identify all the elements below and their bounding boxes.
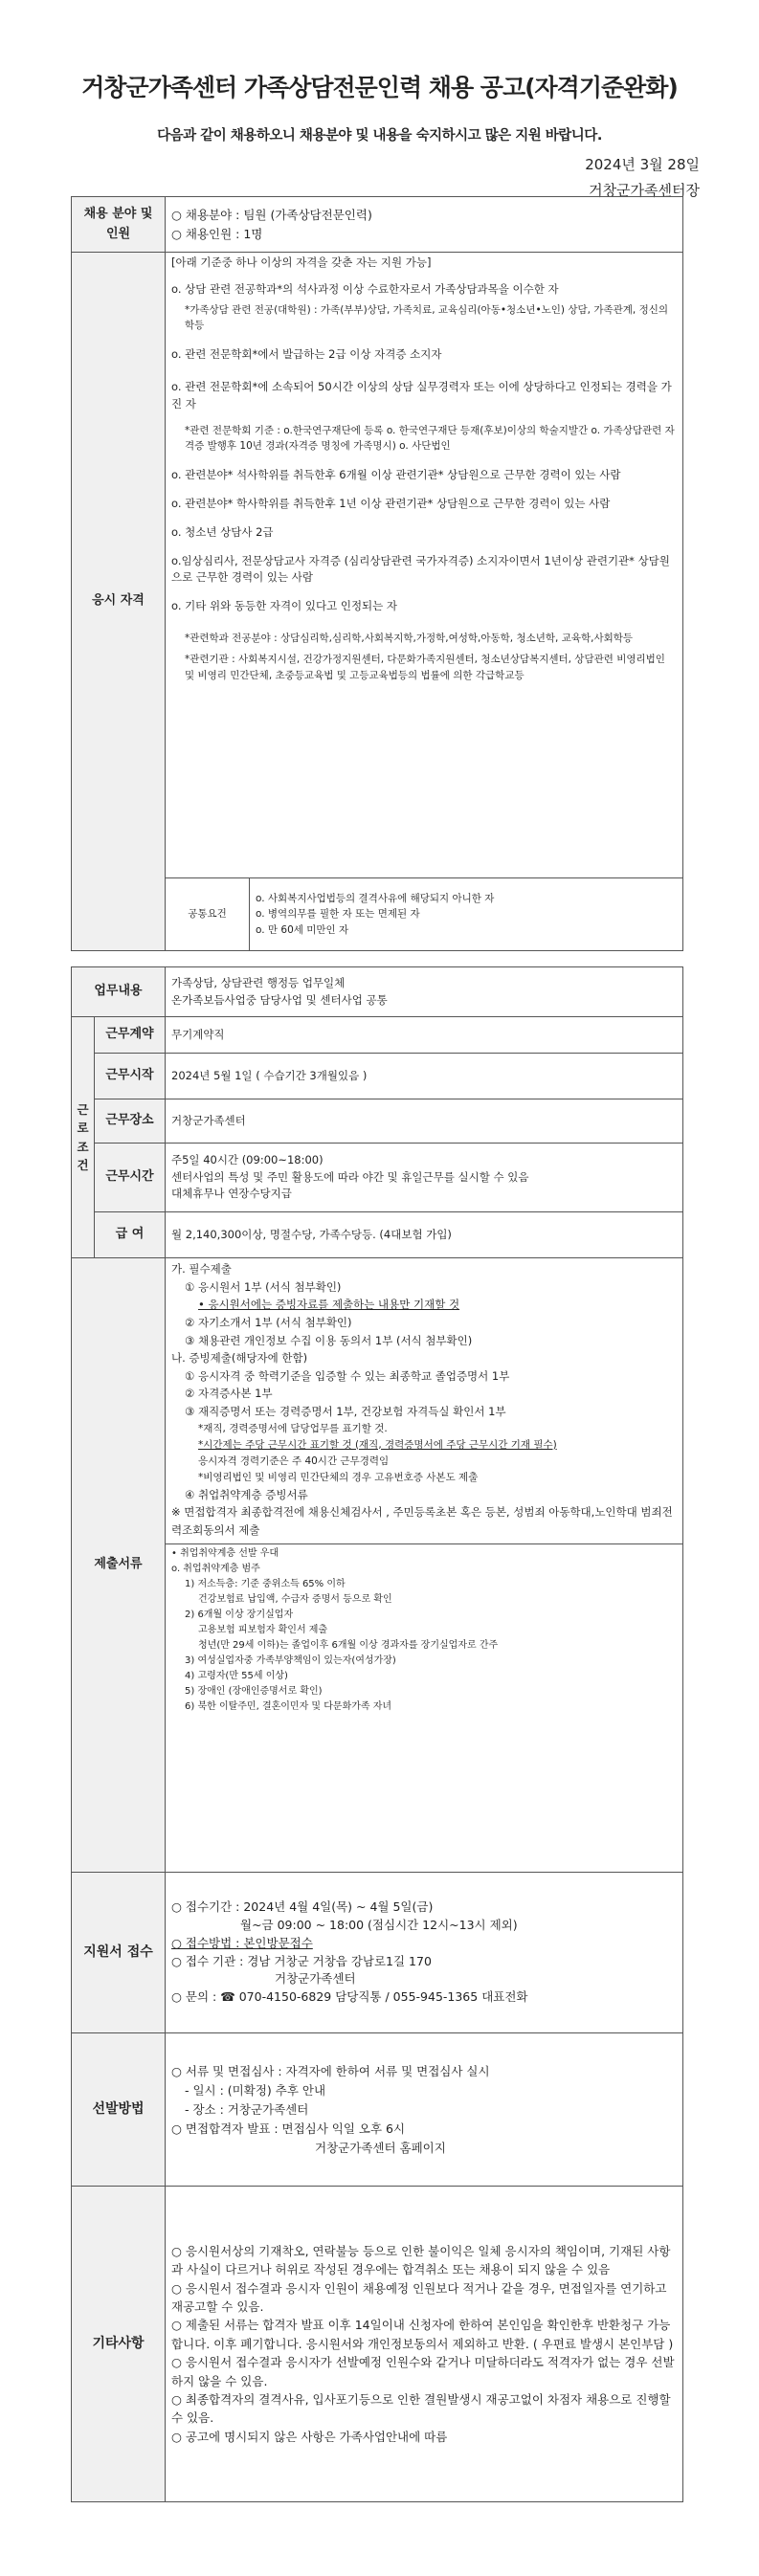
vuln-line: 건강보험료 납입액, 수급자 증명서 등으로 확인 [198, 1593, 392, 1605]
pay-value: 월 2,140,300이상, 명절수당, 가족수당등. (4대보험 가입) [166, 1212, 683, 1258]
apply-line: ○ 문의 : ☎ 070-4150-6829 담당직통 / 055-945-1365 대표전화 [171, 1989, 528, 2004]
select-line: 거창군가족센터 홈페이지 [315, 2140, 446, 2155]
field-value: ○ 채용분야 : 팀원 (가족상담전문인력) [171, 208, 372, 223]
docs-line: ④ 취업취약계층 증빙서류 [185, 1487, 308, 1501]
qual-line: [아래 기준중 하나 이상의 자격을 갖춘 자는 지원 가능] [171, 255, 432, 269]
vuln-line: 4) 고령자(만 55세 이상) [185, 1670, 288, 1681]
etc-line: ○ 제출된 서류는 합격자 발표 이후 14일이내 신청자에 한하여 본인임을 확인한후 반환청구 가능합니다. 이후 폐기합니다. 응시원서와 개인정보동의서 제외하고 반환. ( 우편료 발생시 본인부담 ) [171, 2318, 674, 2351]
apply-line: ○ 접수방법 : 본인방문접수 [171, 1935, 313, 1950]
apply-header: 지원서 접수 [72, 1873, 166, 2033]
qual-line: o. 관련 전문학회*에서 발급하는 2급 이상 자격증 소지자 [171, 347, 442, 362]
docs-line: *비영리법인 및 비영리 민간단체의 경우 고유번호증 사본도 제출 [198, 1471, 479, 1483]
conditions-header: 근로 조건 [72, 1017, 95, 1258]
start-value: 2024년 5월 1일 ( 수습기간 3개월있음 ) [166, 1054, 683, 1099]
notice-intro: 다음과 같이 채용하오니 채용분야 및 내용을 숙지하시고 많은 지원 바랍니다. [157, 128, 602, 144]
select-line: ○ 면접합격자 발표 : 면접심사 익일 오후 6시 [171, 2121, 406, 2136]
vuln-line: 2) 6개월 이상 장기실업자 [185, 1609, 294, 1620]
docs-line: 나. 증빙제출(해당자에 한함) [171, 1351, 308, 1366]
docs-line: ② 자기소개서 1부 (서식 첨부확인) [185, 1315, 352, 1329]
docs-line: ① 응시자격 중 학력기준을 입증할 수 있는 최종학교 졸업증명서 1부 [185, 1368, 510, 1383]
etc-line: ○ 응시원서 접수결과 응시자가 선발예정 인원수와 같거나 미달하더라도 적격자가 없는 경우 선발하지 않을 수 있음. [171, 2355, 675, 2388]
hours-header: 근무시간 [95, 1144, 166, 1212]
docs-header: 제출서류 [72, 1258, 166, 1873]
etc-line: ○ 응시원서상의 기재착오, 연락불능 등으로 인한 불이익은 일체 응시자의 책임이며, 기재된 사항과 사실이 다르거나 허위로 작성된 경우에는 합격취소 또는 채용이 되지 않을 수 있음 [171, 2243, 671, 2277]
apply-line: ○ 접수기간 : 2024년 4월 4일(목) ~ 4월 5일(금) [171, 1899, 434, 1915]
etc-header: 기타사항 [72, 2187, 166, 2502]
qual-line: o. 관련분야* 학사학위를 취득한후 1년 이상 관련기관* 상담원으로 근무한 경력이 있는 사람 [171, 496, 611, 510]
common-item: o. 병역의무를 필한 자 또는 면제된 자 [256, 908, 420, 921]
etc-line: ○ 최종합격자의 결격사유, 입사포기등으로 인한 결원발생시 재공고없이 차점자 채용으로 진행할 수 있음. [171, 2391, 671, 2426]
docs-line: ③ 재직증명서 또는 경력증명서 1부, 건강보험 자격득실 확인서 1부 [185, 1405, 506, 1418]
contract-value: 무기계약직 [166, 1017, 683, 1054]
select-line: - 장소 : 거창군가족센터 [185, 2101, 309, 2117]
hours-line: 주5일 40시간 (09:00~18:00) [171, 1152, 324, 1166]
qualification-table [71, 196, 683, 951]
vuln-line: 6) 북한 이탈주민, 결혼이민자 및 다문화가족 자녀 [185, 1700, 392, 1712]
qual-def-org: *관련기관 : 사회복지시설, 건강가정지원센터, 다문화가족지원센터, 청소년상담복지센터, 상담관련 비영리법인 및 비영리 민간단체, 초중등교육법 및 고등교육법등의 법률에 의한 각급학교등 [185, 654, 665, 681]
docs-line: • 응시원서에는 증빙자료를 제출하는 내용만 기재할 것 [198, 1298, 460, 1312]
start-header: 근무시작 [95, 1054, 166, 1099]
docs-line: *시간제는 주당 근무시간 표기할 것 (재직, 경력증명서에 주당 근무시간 기재 필수) [198, 1438, 557, 1451]
select-line: - 일시 : (미확정) 추후 안내 [185, 2082, 326, 2098]
apply-line: 월~금 09:00 ~ 18:00 (점심시간 12시~13시 제외) [240, 1918, 518, 1932]
contract-header: 근무계약 [95, 1017, 166, 1054]
field-header: 채용 분야 및 인원 [72, 197, 166, 253]
qualification-header: 응시 자격 [72, 253, 166, 951]
apply-line: ○ 접수 기관 : 경남 거창군 거창읍 강남로1길 170 [171, 1953, 432, 1968]
vuln-line: 1) 저소득층: 기준 중위소득 65% 이하 [185, 1578, 346, 1589]
common-item: o. 만 60세 미만인 자 [256, 923, 349, 936]
hours-line: 대체휴무나 연장수당지급 [171, 1187, 292, 1201]
hours-line: 센터사업의 특성 및 주민 활용도에 따라 야간 및 휴일근무를 실시할 수 있음 [171, 1169, 529, 1184]
select-line: ○ 서류 및 면접심사 : 자격자에 한하여 서류 및 면접심사 실시 [171, 2063, 490, 2078]
docs-line: 가. 필수제출 [171, 1262, 232, 1276]
qual-line: o. 관련분야* 석사학위를 취득한후 6개월 이상 관련기관* 상담원으로 근무한 경력이 있는 사람 [171, 468, 621, 482]
docs-line: *재직, 경력증명서에 담당업무를 표기할 것. [198, 1422, 388, 1434]
qual-line: o. 관련 전문학회*에 소속되어 50시간 이상의 상담 실무경력자 또는 이에 상당하다고 인정되는 경력을 가진 자 [171, 379, 672, 411]
common-item: o. 사회복지사업법등의 결격사유에 해당되지 아니한 자 [256, 893, 495, 905]
docs-line: ※ 면접합격자 최종합격전에 채용신체검사서 , 주민등록초본 혹은 등본, 성범죄 아동학대,노인학대 범죄전력조회동의서 제출 [171, 1505, 673, 1537]
docs-line: ③ 채용관련 개인정보 수집 이용 동의서 1부 (서식 첨부확인) [185, 1333, 473, 1347]
common-header: 공통요건 [166, 878, 250, 951]
work-line: 온가족보듬사업중 담당사업 및 센터사업 공통 [171, 992, 388, 1007]
etc-line: ○ 응시원서 접수결과 응시자 인원이 채용예정 인원보다 적거나 같을 경우, 면접일자를 연기하고 재공고할 수 있음. [171, 2280, 667, 2315]
qual-line: *가족상담 관련 전공(대학원) : 가족(부부)상담, 가족치료, 교육심리(아동•청소년•노인) 상담, 가족관계, 정신의학등 [185, 303, 669, 331]
vuln-line: 청년(만 29세 이하)는 졸업이후 6개월 이상 경과자를 장기실업자로 간주 [198, 1639, 499, 1651]
notice-date: 2024년 3월 28일 [585, 156, 700, 173]
vuln-line: 5) 장애인 (장애인증명서로 확인) [185, 1685, 323, 1697]
work-header: 업무내용 [72, 967, 166, 1017]
notice-org: 거창군가족센터장 [589, 182, 700, 199]
place-header: 근무장소 [95, 1099, 166, 1144]
count-value: ○ 채용인원 : 1명 [171, 226, 263, 241]
pay-header: 급 여 [95, 1212, 166, 1258]
vuln-line: 3) 여성실업자중 가족부양책임이 있는자(여성가장) [185, 1654, 396, 1666]
qual-line: o. 청소년 상담사 2급 [171, 524, 274, 539]
docs-line: ② 자격증사본 1부 [185, 1387, 273, 1401]
work-line: 가족상담, 상담관련 행정등 업무일체 [171, 975, 346, 989]
qual-def-major: *관련학과 전공분야 : 상담심리학,심리학,사회복지학,가정학,여성학,아동학, 청소년학, 교육학,사회학등 [185, 633, 634, 644]
place-value: 거창군가족센터 [166, 1099, 683, 1144]
qual-line: *관련 전문학회 기준 : o.한국연구재단에 등록 o. 한국연구재단 등재(후보)이상의 학술지발간 o. 가족상담관련 자격증 발행후 10년 경과(자격증 명칭에 가족명시) o. 사단법인 [185, 424, 675, 452]
selection-header: 선발방법 [72, 2033, 166, 2187]
apply-line: 거창군가족센터 [275, 1971, 356, 1987]
conditions-table [71, 966, 683, 2502]
qual-line: o. 기타 위와 동등한 자격이 있다고 인정되는 자 [171, 599, 398, 613]
vuln-line: • 취업취약계층 선발 우대 [171, 1547, 279, 1559]
qual-line: o.임상심리사, 전문상담교사 자격증 (심리상담관련 국가자격증) 소지자이면서 1년이상 관련기관* 상담원으로 근무한 경력이 있는 사람 [171, 553, 670, 585]
qual-line: o. 상담 관련 전공학과*의 석사과정 이상 수료한자로서 가족상담과목을 이수한 자 [171, 281, 559, 296]
etc-line: ○ 공고에 명시되지 않은 사항은 가족사업안내에 따름 [171, 2429, 448, 2444]
notice-title: 거창군가족센터 가족상담전문인력 채용 공고(자격기준완화) [81, 74, 678, 101]
vuln-line: o. 취업취약계층 범주 [171, 1563, 260, 1574]
vuln-line: 고용보험 피보험자 확인서 제출 [198, 1624, 328, 1635]
docs-line: ① 응시원서 1부 (서식 첨부확인) [185, 1279, 342, 1294]
docs-line: 응시자격 경력기준은 주 40시간 근무경력임 [198, 1455, 390, 1467]
